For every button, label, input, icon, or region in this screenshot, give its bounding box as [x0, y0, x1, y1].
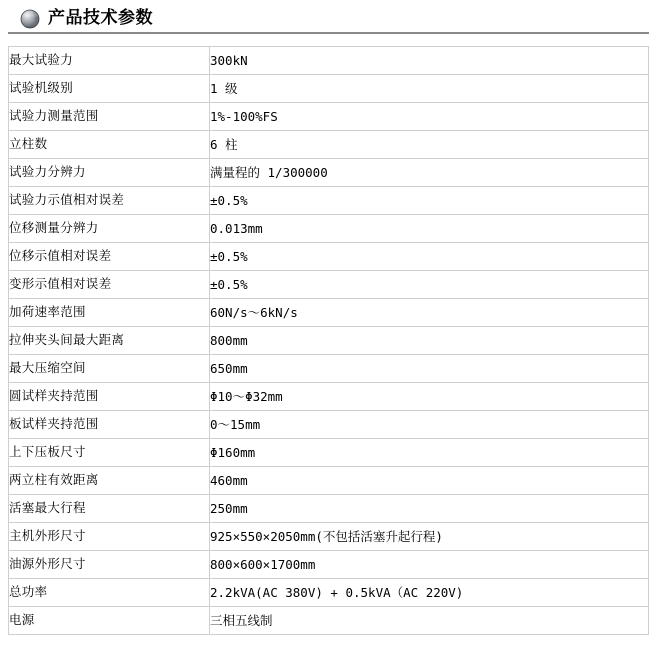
spec-value: 2.2kVA(AC 380V) + 0.5kVA（AC 220V) [210, 579, 649, 607]
table-row [9, 467, 649, 495]
spec-value: 460mm [210, 467, 649, 495]
spec-label: 立柱数 [9, 131, 210, 159]
spec-value: 60N/s～6kN/s [210, 299, 649, 327]
spec-value: 0.013mm [210, 215, 649, 243]
spec-label: 总功率 [9, 579, 210, 607]
table-row [9, 271, 649, 299]
spec-value: 1%-100%FS [210, 103, 649, 131]
spec-label: 变形示值相对误差 [9, 271, 210, 299]
spec-label: 板试样夹持范围 [9, 411, 210, 439]
spec-value: ±0.5% [210, 187, 649, 215]
spec-value: 800mm [210, 327, 649, 355]
table-row [9, 243, 649, 271]
page-title: 产品技术参数 [48, 8, 153, 27]
spec-table-container [0, 34, 657, 635]
spec-table-body [9, 47, 649, 635]
spec-value: 满量程的 1/300000 [210, 159, 649, 187]
spec-label: 圆试样夹持范围 [9, 383, 210, 411]
spec-label: 最大压缩空间 [9, 355, 210, 383]
table-row [9, 159, 649, 187]
table-row [9, 215, 649, 243]
spec-label: 位移示值相对误差 [9, 243, 210, 271]
spec-value: 0～15mm [210, 411, 649, 439]
spec-value: 250mm [210, 495, 649, 523]
table-row [9, 327, 649, 355]
spec-label: 加荷速率范围 [9, 299, 210, 327]
table-row [9, 383, 649, 411]
spec-value: 6 柱 [210, 131, 649, 159]
spec-label: 两立柱有效距离 [9, 467, 210, 495]
sphere-bullet-icon [20, 9, 40, 29]
spec-value: 650mm [210, 355, 649, 383]
spec-value: Φ160mm [210, 439, 649, 467]
spec-label: 试验力示值相对误差 [9, 187, 210, 215]
spec-label: 最大试验力 [9, 47, 210, 75]
spec-label: 油源外形尺寸 [9, 551, 210, 579]
table-row [9, 607, 649, 635]
table-row [9, 411, 649, 439]
spec-value: 925×550×2050mm(不包括活塞升起行程) [210, 523, 649, 551]
spec-value: 300kN [210, 47, 649, 75]
spec-label: 上下压板尺寸 [9, 439, 210, 467]
table-row [9, 579, 649, 607]
spec-value: 800×600×1700mm [210, 551, 649, 579]
spec-value: ±0.5% [210, 271, 649, 299]
table-row [9, 523, 649, 551]
table-row [9, 103, 649, 131]
table-row [9, 187, 649, 215]
table-row [9, 439, 649, 467]
table-row [9, 551, 649, 579]
spec-value: 1 级 [210, 75, 649, 103]
table-row [9, 355, 649, 383]
spec-label: 活塞最大行程 [9, 495, 210, 523]
spec-label: 试验力测量范围 [9, 103, 210, 131]
table-row [9, 495, 649, 523]
spec-value: 三相五线制 [210, 607, 649, 635]
spec-label: 位移测量分辨力 [9, 215, 210, 243]
spec-label: 试验力分辨力 [9, 159, 210, 187]
spec-label: 试验机级别 [9, 75, 210, 103]
spec-value: ±0.5% [210, 243, 649, 271]
spec-label: 电源 [9, 607, 210, 635]
page-header [8, 0, 649, 34]
spec-table [8, 46, 649, 635]
table-row [9, 131, 649, 159]
table-row [9, 75, 649, 103]
spec-label: 拉伸夹头间最大距离 [9, 327, 210, 355]
table-row [9, 47, 649, 75]
spec-label: 主机外形尺寸 [9, 523, 210, 551]
spec-value: Φ10～Φ32mm [210, 383, 649, 411]
table-row [9, 299, 649, 327]
